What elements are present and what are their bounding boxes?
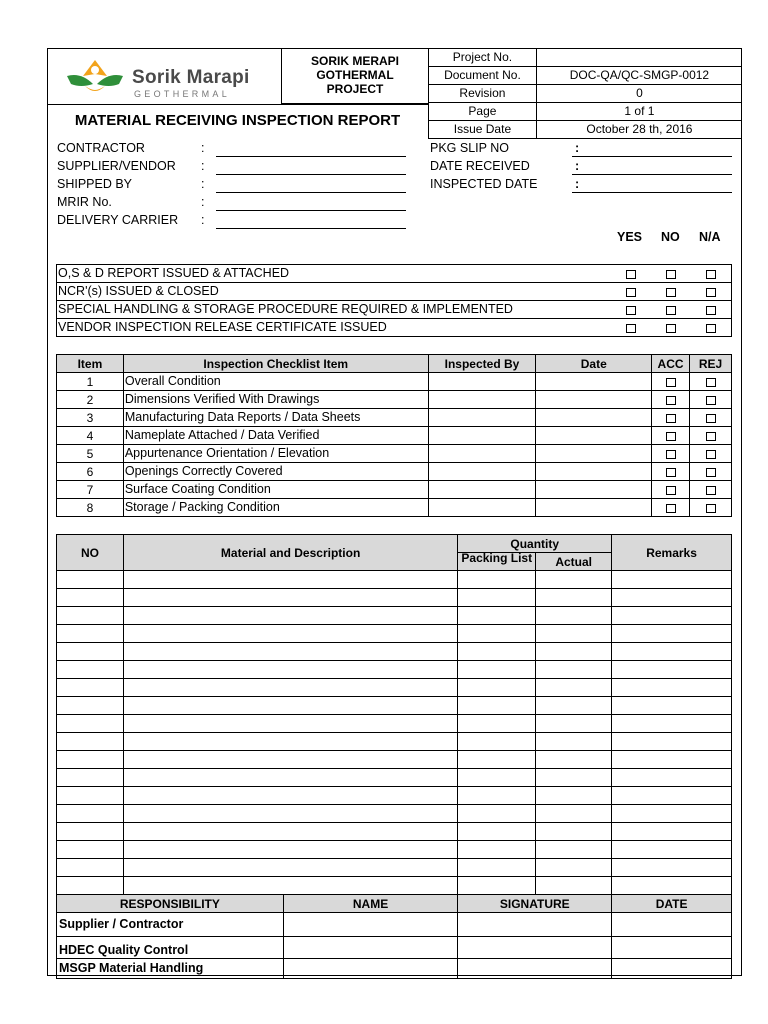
col-signature: SIGNATURE: [458, 895, 612, 913]
meta-value: DOC-QA/QC-SMGP-0012: [536, 66, 742, 84]
field-label: INSPECTED DATE: [430, 177, 538, 191]
acc-checkbox[interactable]: [666, 378, 676, 387]
remarks-cell[interactable]: [612, 643, 732, 661]
remarks-cell[interactable]: [612, 679, 732, 697]
col-remarks: Remarks: [612, 535, 732, 571]
remarks-cell[interactable]: [612, 787, 732, 805]
packing-list-qty-cell[interactable]: [458, 751, 536, 769]
checklist-item-number: 5: [57, 445, 124, 463]
col-acc: ACC: [652, 355, 690, 373]
field-label: DELIVERY CARRIER: [57, 213, 179, 227]
material-no-cell[interactable]: [57, 589, 124, 607]
inspection-date-cell[interactable]: [536, 391, 652, 409]
packing-list-qty-cell[interactable]: [458, 859, 536, 877]
yes-no-row: [57, 265, 732, 283]
no-checkbox[interactable]: [666, 288, 676, 297]
field-label: PKG SLIP NO: [430, 141, 509, 155]
remarks-cell[interactable]: [612, 877, 732, 895]
remarks-cell[interactable]: [612, 823, 732, 841]
signature-cell[interactable]: [458, 959, 612, 979]
yes-no-row: [57, 283, 732, 301]
packing-list-qty-cell[interactable]: [458, 805, 536, 823]
material-description-cell[interactable]: [123, 715, 457, 733]
col-rej: REJ: [690, 355, 732, 373]
field-colon: :: [575, 177, 580, 191]
field-input-line[interactable]: [216, 228, 406, 229]
material-no-cell[interactable]: [57, 571, 124, 589]
yes-no-table: [56, 264, 732, 337]
material-row: [57, 805, 732, 823]
material-description-cell[interactable]: [123, 787, 457, 805]
acc-checkbox[interactable]: [666, 486, 676, 495]
name-cell[interactable]: [283, 937, 458, 959]
logo-subtitle: GEOTHERMAL: [134, 89, 231, 99]
material-no-cell[interactable]: [57, 805, 124, 823]
actual-qty-cell[interactable]: [536, 787, 612, 805]
packing-list-qty-cell[interactable]: [458, 661, 536, 679]
rej-checkbox[interactable]: [706, 432, 716, 441]
project-name-line3: PROJECT: [326, 82, 384, 96]
inspection-date-cell[interactable]: [536, 499, 652, 517]
actual-qty-cell[interactable]: [536, 823, 612, 841]
material-no-cell[interactable]: [57, 661, 124, 679]
checklist-item-text: Surface Coating Condition: [123, 481, 428, 499]
rej-checkbox[interactable]: [706, 450, 716, 459]
field-label: CONTRACTOR: [57, 141, 145, 155]
material-row: [57, 769, 732, 787]
checklist-item-text: Manufacturing Data Reports / Data Sheets: [123, 409, 428, 427]
packing-list-qty-cell[interactable]: [458, 625, 536, 643]
checklist-item-number: 8: [57, 499, 124, 517]
inspection-date-cell[interactable]: [536, 427, 652, 445]
packing-list-qty-cell[interactable]: [458, 877, 536, 895]
checklist-row: [57, 445, 732, 463]
field-colon: :: [201, 195, 205, 209]
remarks-cell[interactable]: [612, 589, 732, 607]
rej-checkbox[interactable]: [706, 378, 716, 387]
actual-qty-cell[interactable]: [536, 697, 612, 715]
header-logo-cell: [47, 48, 282, 104]
material-description-cell[interactable]: [123, 661, 457, 679]
packing-list-qty-cell[interactable]: [458, 733, 536, 751]
material-description-cell[interactable]: [123, 751, 457, 769]
field-input-line[interactable]: [216, 192, 406, 193]
responsibility-row-label: MSGP Material Handling: [57, 959, 284, 979]
inspection-checklist-table: [56, 354, 732, 517]
signature-cell[interactable]: [458, 937, 612, 959]
field-input-line[interactable]: [216, 210, 406, 211]
remarks-cell[interactable]: [612, 859, 732, 877]
acc-checkbox[interactable]: [666, 396, 676, 405]
material-row: [57, 859, 732, 877]
col-inspected-by: Inspected By: [428, 355, 536, 373]
field-colon: :: [201, 213, 205, 227]
col-responsibility: RESPONSIBILITY: [57, 895, 284, 913]
remarks-cell[interactable]: [612, 751, 732, 769]
checklist-item-text: Storage / Packing Condition: [123, 499, 428, 517]
actual-qty-cell[interactable]: [536, 607, 612, 625]
field-label: MRIR No.: [57, 195, 112, 209]
project-name-cell: [282, 48, 429, 104]
date-cell[interactable]: [612, 937, 732, 959]
name-cell[interactable]: [283, 959, 458, 979]
material-description-cell[interactable]: [123, 805, 457, 823]
material-no-cell[interactable]: [57, 841, 124, 859]
field-input-line[interactable]: [216, 174, 406, 175]
col-no: NO: [57, 535, 124, 571]
responsibility-row-label: Supplier / Contractor: [57, 913, 284, 937]
field-label: DATE RECEIVED: [430, 159, 530, 173]
checklist-row: [57, 373, 732, 391]
material-row: [57, 715, 732, 733]
checklist-item-number: 6: [57, 463, 124, 481]
material-description-cell[interactable]: [123, 877, 457, 895]
material-no-cell[interactable]: [57, 715, 124, 733]
material-description-cell[interactable]: [123, 823, 457, 841]
yes-no-item-label: SPECIAL HANDLING & STORAGE PROCEDURE REQUIRED & IMPLEMENTED: [57, 301, 611, 319]
material-row: [57, 607, 732, 625]
material-row: [57, 751, 732, 769]
field-label: SHIPPED BY: [57, 177, 133, 191]
checklist-item-text: Dimensions Verified With Drawings: [123, 391, 428, 409]
actual-qty-cell[interactable]: [536, 571, 612, 589]
field-input-line[interactable]: [572, 156, 732, 157]
rej-checkbox[interactable]: [706, 414, 716, 423]
checklist-item-number: 3: [57, 409, 124, 427]
material-description-cell[interactable]: [123, 769, 457, 787]
col-date: Date: [536, 355, 652, 373]
material-no-cell[interactable]: [57, 859, 124, 877]
actual-qty-cell[interactable]: [536, 589, 612, 607]
remarks-cell[interactable]: [612, 841, 732, 859]
name-cell[interactable]: [283, 913, 458, 937]
actual-qty-cell[interactable]: [536, 679, 612, 697]
checklist-item-number: 2: [57, 391, 124, 409]
remarks-cell[interactable]: [612, 697, 732, 715]
col-material-description: Material and Description: [123, 535, 457, 571]
material-no-cell[interactable]: [57, 877, 124, 895]
no-checkbox[interactable]: [666, 324, 676, 333]
logo-name: Sorik Marapi: [132, 67, 250, 88]
yes-checkbox[interactable]: [626, 324, 636, 333]
remarks-cell[interactable]: [612, 625, 732, 643]
material-row: [57, 823, 732, 841]
material-row: [57, 625, 732, 643]
na-header: N/A: [699, 230, 721, 244]
meta-label: Project No.: [429, 48, 537, 66]
material-no-cell[interactable]: [57, 751, 124, 769]
inspected-by-cell[interactable]: [428, 427, 536, 445]
no-checkbox[interactable]: [666, 306, 676, 315]
remarks-cell[interactable]: [612, 607, 732, 625]
material-description-cell[interactable]: [123, 733, 457, 751]
material-row: [57, 679, 732, 697]
packing-list-qty-cell[interactable]: [458, 679, 536, 697]
packing-list-qty-cell[interactable]: [458, 841, 536, 859]
material-no-cell[interactable]: [57, 643, 124, 661]
inspected-by-cell[interactable]: [428, 391, 536, 409]
field-colon: :: [575, 141, 580, 155]
yes-header: YES: [617, 230, 643, 244]
packing-list-qty-cell[interactable]: [458, 589, 536, 607]
remarks-cell[interactable]: [612, 805, 732, 823]
inspected-by-cell[interactable]: [428, 499, 536, 517]
acc-checkbox[interactable]: [666, 432, 676, 441]
inspection-date-cell[interactable]: [536, 373, 652, 391]
yes-no-item-label: NCR'(s) ISSUED & CLOSED: [57, 283, 611, 301]
yes-checkbox[interactable]: [626, 306, 636, 315]
material-row: [57, 643, 732, 661]
packing-list-qty-cell[interactable]: [458, 571, 536, 589]
yes-checkbox[interactable]: [626, 270, 636, 279]
field-colon: :: [201, 177, 205, 191]
rej-checkbox[interactable]: [706, 468, 716, 477]
actual-qty-cell[interactable]: [536, 877, 612, 895]
document-meta-table: [428, 48, 742, 139]
material-description-cell[interactable]: [123, 607, 457, 625]
checklist-row: [57, 409, 732, 427]
date-cell[interactable]: [612, 959, 732, 979]
signature-cell[interactable]: [458, 913, 612, 937]
actual-qty-cell[interactable]: [536, 805, 612, 823]
acc-checkbox[interactable]: [666, 504, 676, 513]
material-row: [57, 571, 732, 589]
checklist-item-number: 1: [57, 373, 124, 391]
checklist-item-text: Overall Condition: [123, 373, 428, 391]
inspected-by-cell[interactable]: [428, 373, 536, 391]
inspection-date-cell[interactable]: [536, 409, 652, 427]
col-actual: Actual: [536, 553, 612, 571]
logo-emblem-icon: [63, 56, 127, 98]
meta-value: 1 of 1: [536, 102, 742, 120]
packing-list-qty-cell[interactable]: [458, 769, 536, 787]
meta-value: [536, 48, 742, 66]
na-checkbox[interactable]: [706, 324, 716, 333]
col-packing-list: Packing List: [461, 553, 533, 565]
responsibility-table: [56, 894, 732, 979]
checklist-row: [57, 463, 732, 481]
remarks-cell[interactable]: [612, 571, 732, 589]
material-description-cell[interactable]: [123, 697, 457, 715]
actual-qty-cell[interactable]: [536, 715, 612, 733]
checklist-row: [57, 499, 732, 517]
yes-no-row: [57, 319, 732, 337]
inspected-by-cell[interactable]: [428, 445, 536, 463]
no-checkbox[interactable]: [666, 270, 676, 279]
na-checkbox[interactable]: [706, 270, 716, 279]
checklist-row: [57, 427, 732, 445]
remarks-cell[interactable]: [612, 733, 732, 751]
yes-no-item-label: VENDOR INSPECTION RELEASE CERTIFICATE ISSUED: [57, 319, 611, 337]
checklist-row: [57, 481, 732, 499]
col-name: NAME: [283, 895, 458, 913]
material-row: [57, 697, 732, 715]
material-row: [57, 787, 732, 805]
acc-checkbox[interactable]: [666, 450, 676, 459]
no-header: NO: [661, 230, 680, 244]
checklist-item-text: Openings Correctly Covered: [123, 463, 428, 481]
actual-qty-cell[interactable]: [536, 643, 612, 661]
packing-list-qty-cell[interactable]: [458, 607, 536, 625]
material-description-cell[interactable]: [123, 841, 457, 859]
material-row: [57, 877, 732, 895]
inspected-by-cell[interactable]: [428, 463, 536, 481]
actual-qty-cell[interactable]: [536, 661, 612, 679]
packing-list-qty-cell[interactable]: [458, 715, 536, 733]
material-no-cell[interactable]: [57, 607, 124, 625]
packing-list-qty-cell[interactable]: [458, 787, 536, 805]
meta-label: Issue Date: [429, 120, 537, 138]
yes-checkbox[interactable]: [626, 288, 636, 297]
rej-checkbox[interactable]: [706, 396, 716, 405]
remarks-cell[interactable]: [612, 715, 732, 733]
col-checklist-item: Inspection Checklist Item: [123, 355, 428, 373]
material-description-cell[interactable]: [123, 571, 457, 589]
col-quantity: Quantity: [458, 535, 612, 553]
acc-checkbox[interactable]: [666, 414, 676, 423]
responsibility-row-label: HDEC Quality Control: [57, 937, 284, 959]
remarks-cell[interactable]: [612, 661, 732, 679]
date-cell[interactable]: [612, 913, 732, 937]
actual-qty-cell[interactable]: [536, 751, 612, 769]
material-row: [57, 589, 732, 607]
yes-no-row: [57, 301, 732, 319]
col-sign-date: DATE: [612, 895, 732, 913]
material-row: [57, 841, 732, 859]
remarks-cell[interactable]: [612, 769, 732, 787]
yes-no-item-label: O,S & D REPORT ISSUED & ATTACHED: [57, 265, 611, 283]
meta-label: Document No.: [429, 66, 537, 84]
checklist-item-number: 7: [57, 481, 124, 499]
material-description-cell[interactable]: [123, 643, 457, 661]
material-description-cell[interactable]: [123, 589, 457, 607]
field-colon: :: [201, 141, 205, 155]
meta-label: Revision: [429, 84, 537, 102]
material-no-cell[interactable]: [57, 733, 124, 751]
material-row: [57, 733, 732, 751]
company-logo: [63, 56, 273, 98]
actual-qty-cell[interactable]: [536, 625, 612, 643]
field-input-line[interactable]: [572, 192, 732, 193]
material-no-cell[interactable]: [57, 679, 124, 697]
material-no-cell[interactable]: [57, 823, 124, 841]
acc-checkbox[interactable]: [666, 468, 676, 477]
actual-qty-cell[interactable]: [536, 769, 612, 787]
packing-list-qty-cell[interactable]: [458, 643, 536, 661]
meta-value: October 28 th, 2016: [536, 120, 742, 138]
checklist-item-text: Nameplate Attached / Data Verified: [123, 427, 428, 445]
packing-list-qty-cell[interactable]: [458, 823, 536, 841]
material-table: [56, 534, 732, 895]
checklist-row: [57, 391, 732, 409]
inspection-date-cell[interactable]: [536, 463, 652, 481]
actual-qty-cell[interactable]: [536, 841, 612, 859]
rej-checkbox[interactable]: [706, 486, 716, 495]
field-label: SUPPLIER/VENDOR: [57, 159, 176, 173]
material-no-cell[interactable]: [57, 787, 124, 805]
field-input-line[interactable]: [572, 174, 732, 175]
inspected-by-cell[interactable]: [428, 481, 536, 499]
meta-value: 0: [536, 84, 742, 102]
project-name-line2: GOTHERMAL: [316, 68, 394, 82]
checklist-item-text: Appurtenance Orientation / Elevation: [123, 445, 428, 463]
inspection-date-cell[interactable]: [536, 445, 652, 463]
actual-qty-cell[interactable]: [536, 859, 612, 877]
material-row: [57, 661, 732, 679]
material-description-cell[interactable]: [123, 679, 457, 697]
report-title: MATERIAL RECEIVING INSPECTION REPORT: [47, 104, 429, 138]
inspected-by-cell[interactable]: [428, 409, 536, 427]
material-no-cell[interactable]: [57, 625, 124, 643]
actual-qty-cell[interactable]: [536, 733, 612, 751]
packing-list-qty-cell[interactable]: [458, 697, 536, 715]
field-input-line[interactable]: [216, 156, 406, 157]
rej-checkbox[interactable]: [706, 504, 716, 513]
material-description-cell[interactable]: [123, 625, 457, 643]
field-colon: :: [575, 159, 580, 173]
project-name-line1: SORIK MERAPI: [310, 54, 399, 68]
material-no-cell[interactable]: [57, 697, 124, 715]
col-item: Item: [57, 355, 124, 373]
field-colon: :: [201, 159, 205, 173]
material-no-cell[interactable]: [57, 769, 124, 787]
na-checkbox[interactable]: [706, 288, 716, 297]
na-checkbox[interactable]: [706, 306, 716, 315]
material-description-cell[interactable]: [123, 859, 457, 877]
meta-label: Page: [429, 102, 537, 120]
checklist-item-number: 4: [57, 427, 124, 445]
inspection-date-cell[interactable]: [536, 481, 652, 499]
